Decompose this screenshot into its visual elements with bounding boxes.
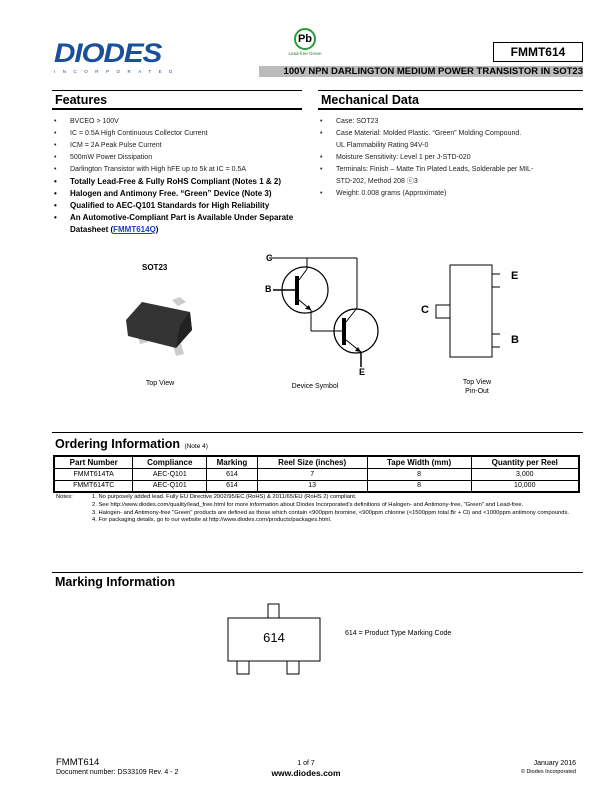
pinout-pin-c: C	[421, 304, 429, 316]
marking-code: 614	[263, 630, 285, 645]
pinout-caption	[447, 378, 507, 396]
footer-url[interactable]: www.diodes.com	[271, 768, 341, 778]
footer-doc-number: Document number: DS33109 Rev. 4 - 2	[56, 769, 179, 776]
pinout-diagram	[430, 262, 500, 360]
pinout-caption-line2: Pin-Out	[465, 388, 489, 395]
mechanical-item-text: Terminals: Finish – Matte Tin Plated Leads, Solderable per MIL-	[336, 166, 534, 173]
mechanical-item-text: Weight: 0.008 grams (Approximate)	[336, 190, 447, 197]
feature-item: • IC = 0.5A High Continuous Collector Current	[52, 128, 302, 140]
note-item: 1. No purposely added lead. Fully EU Directive 2002/95/EC (RoHS) & 2011/65/EU (RoHS 2) compliant.	[92, 494, 357, 500]
column-header: Tape Width (mm)	[367, 456, 471, 468]
table-cell: 13	[257, 480, 367, 492]
pinout-pin-b: B	[511, 334, 519, 346]
feature-item: • Darlington Transistor with High hFE up to 5k at IC = 0.5A	[52, 164, 302, 176]
column-header: Marking	[207, 456, 257, 468]
symbol-pin-e: E	[359, 367, 366, 377]
package-label: SOT23	[142, 263, 168, 272]
pinout-caption-line1: Top View	[462, 379, 492, 386]
features-section	[52, 90, 302, 236]
note-item: 3. Halogen- and Antimony-free "Green" products are defined as those which contain <900ppm bromine, <900ppm chlorine (<1500ppm total Br + Cl) and <1000ppm antimony compounds.	[92, 509, 570, 516]
feature-item-datasheet-line	[52, 224, 302, 236]
table-cell: FMMT614TC	[54, 480, 133, 492]
table-cell: FMMT614TA	[54, 468, 133, 480]
mechanical-item-text: Moisture Sensitivity: Level 1 per J-STD-020	[336, 154, 471, 161]
mechanical-item	[318, 152, 583, 164]
table-row	[54, 480, 579, 492]
page-subtitle: 100V NPN DARLINGTON MEDIUM POWER TRANSISTOR IN SOT23	[259, 66, 583, 77]
column-header: Compliance	[133, 456, 207, 468]
mechanical-item	[318, 188, 583, 200]
feature-item: • An Automotive-Compliant Part is Available Under Separate	[52, 212, 302, 224]
feature-item: • Halogen and Antimony Free. “Green” Device (Note 3)	[52, 188, 302, 200]
table-cell: 8	[367, 468, 471, 480]
darlington-symbol	[262, 252, 382, 377]
feature-item: • Totally Lead-Free & Fully RoHS Compliant (Notes 1 & 2)	[52, 176, 302, 188]
table-cell: 7	[257, 468, 367, 480]
ordering-heading	[52, 432, 583, 455]
footer-date: January 2016	[533, 760, 576, 767]
mechanical-item	[318, 164, 583, 188]
notes-list	[92, 494, 572, 525]
table-cell: AEC-Q101	[133, 480, 207, 492]
datasheet-suffix: )	[155, 225, 159, 234]
marking-legend: 614 = Product Type Marking Code	[345, 630, 452, 637]
package-caption: Top View	[145, 380, 175, 387]
footer-page: 1 of 7	[297, 760, 315, 767]
table-cell: AEC-Q101	[133, 468, 207, 480]
lead-free-label: Lead-free Green	[288, 51, 322, 56]
feature-item: • 500mW Power Dissipation	[52, 152, 302, 164]
symbol-caption: Device Symbol	[291, 383, 339, 390]
mechanical-heading: Mechanical Data	[318, 90, 583, 110]
pinout-pin-e: E	[511, 270, 519, 282]
mechanical-item	[318, 116, 583, 128]
footer-part: FMMT614	[56, 757, 100, 768]
column-header: Part Number	[54, 456, 133, 468]
table-cell: 614	[207, 468, 257, 480]
mechanical-item-text: Case: SOT23	[336, 118, 379, 125]
column-header: Quantity per Reel	[471, 456, 579, 468]
mechanical-list	[318, 116, 583, 200]
table-row	[54, 468, 579, 480]
table-cell: 8	[367, 480, 471, 492]
fmmt614q-link[interactable]: FMMT614Q	[113, 225, 156, 234]
lead-free-icon: Pb	[294, 28, 316, 50]
lead-free-badge	[280, 28, 330, 56]
table-cell: 10,000	[471, 480, 579, 492]
part-number-box: FMMT614	[493, 42, 583, 62]
diodes-logo	[54, 38, 180, 74]
datasheet-prefix: Datasheet (	[70, 225, 114, 234]
notes-label: Notes:	[56, 494, 73, 500]
column-header: Reel Size (inches)	[257, 456, 367, 468]
ordering-title: Ordering Information	[55, 437, 180, 451]
symbol-pin-b: B	[265, 284, 272, 294]
sot23-package-image	[120, 290, 200, 360]
note-item: 4. For packaging details, go to our website at http://www.diodes.com/products/packages.html.	[92, 517, 332, 524]
feature-item: • BVCEO > 100V	[52, 116, 302, 128]
logo-subtext: INCORPORATED	[54, 69, 180, 74]
features-list	[52, 116, 302, 236]
ordering-note: (Note 4)	[184, 443, 208, 450]
marking-heading: Marking Information	[52, 572, 583, 591]
feature-item: • ICM = 2A Peak Pulse Current	[52, 140, 302, 152]
footer-copyright: © Diodes Incorporated	[520, 769, 576, 775]
table-cell: 3,000	[471, 468, 579, 480]
mechanical-item-text: Case Material: Molded Plastic. “Green” Molding Compound.	[336, 130, 522, 137]
mechanical-item	[318, 128, 583, 152]
logo-text: DIODES	[54, 38, 162, 68]
note-item: 2. See http://www.diodes.com/quality/lead_free.html for more information about Diodes Incorporated's definitions of Halogen- and Antimony-free, "Green" and Lead-free.	[92, 501, 524, 508]
ordering-table	[53, 455, 580, 493]
mechanical-item-continuation: UL Flammability Rating 94V-0	[336, 142, 429, 149]
table-cell: 614	[207, 480, 257, 492]
features-heading: Features	[52, 90, 302, 110]
feature-item: • Qualified to AEC-Q101 Standards for High Reliability	[52, 200, 302, 212]
symbol-pin-c: C	[266, 253, 273, 263]
mechanical-item-continuation: STD-202, Method 208 ⓔ3	[336, 178, 418, 185]
mechanical-section	[318, 90, 583, 200]
